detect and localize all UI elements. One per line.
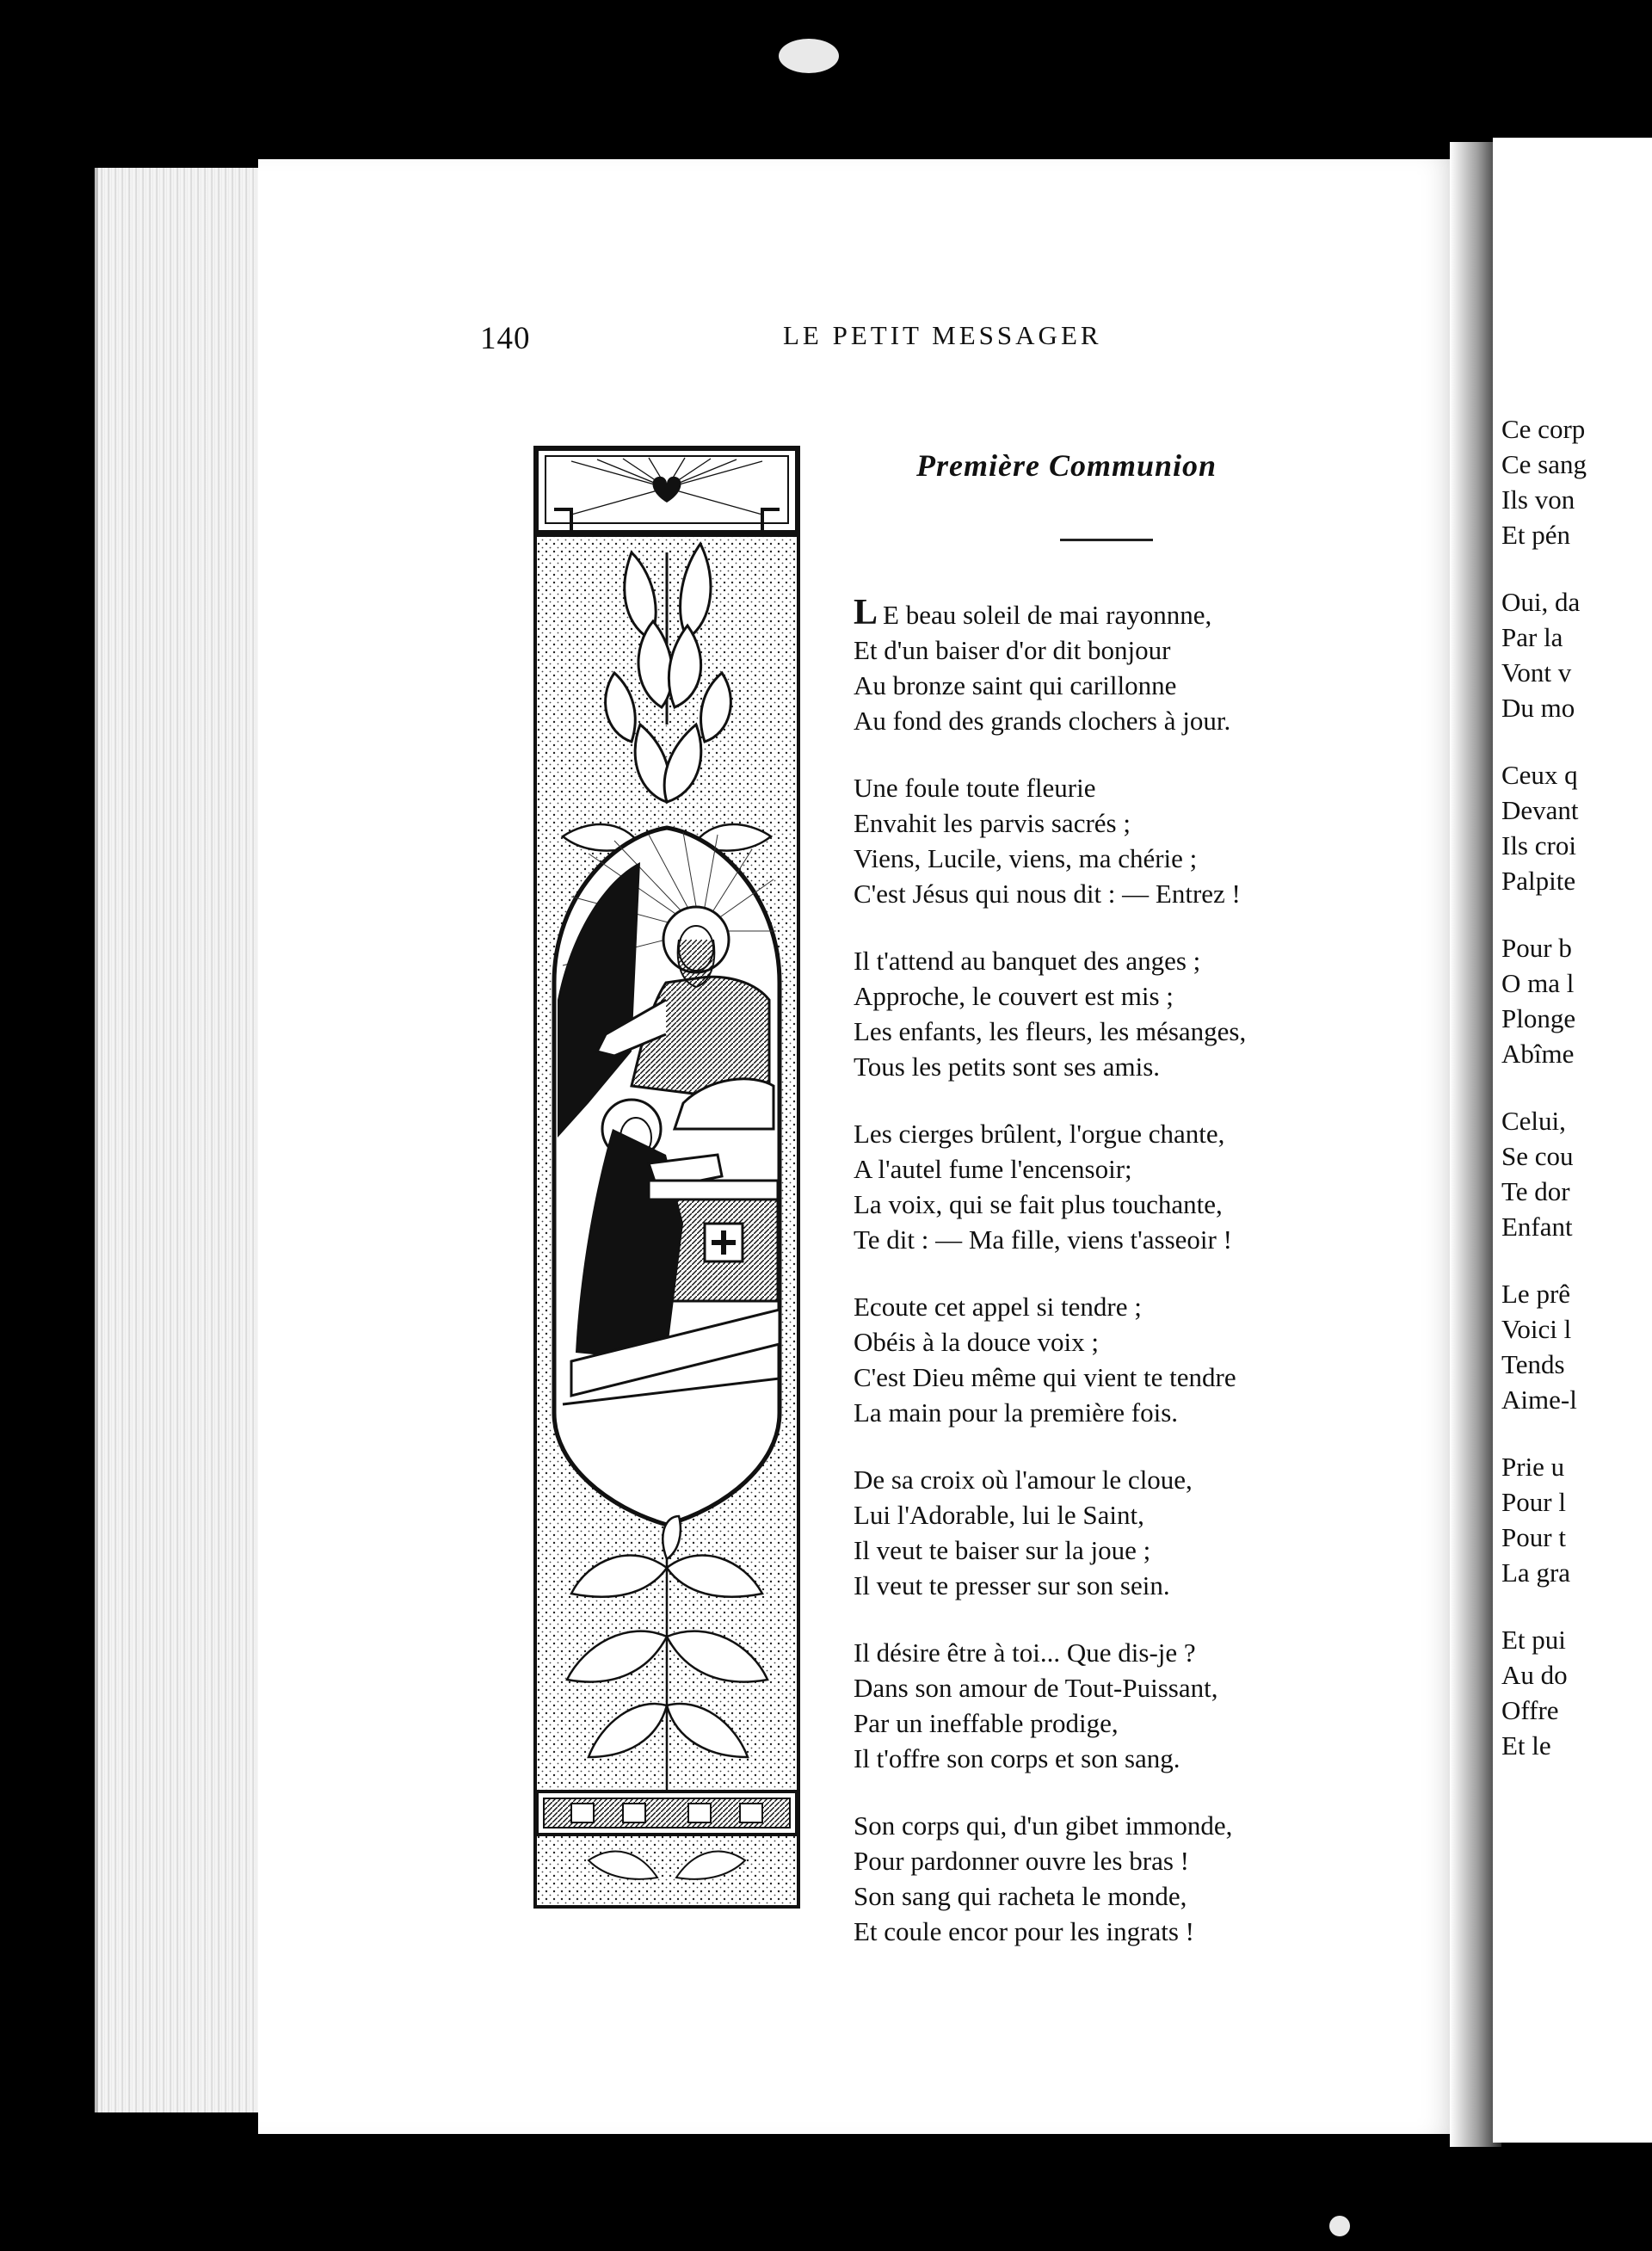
- facing-line: Aime-l: [1501, 1385, 1577, 1415]
- poem-line: [854, 1360, 1404, 1395]
- facing-line: Prie u: [1501, 1452, 1565, 1482]
- facing-stanza: [1501, 1103, 1652, 1244]
- facing-stanza: [1501, 1276, 1652, 1417]
- poem-stanza: [854, 1808, 1404, 1949]
- poem-stanza: [854, 770, 1404, 911]
- poem-line-text: Les enfants, les fleurs, les mésanges,: [854, 1016, 1247, 1046]
- poem-line-text: Te dit : — Ma fille, viens t'asseoir !: [854, 1224, 1232, 1255]
- poem-line: [854, 1187, 1404, 1222]
- poem-line: [854, 978, 1404, 1014]
- poem-line: [854, 703, 1404, 738]
- religious-engraving-illustration: [533, 446, 800, 1909]
- running-title: LE PETIT MESSAGER: [783, 320, 1102, 350]
- poem-line-text: Il veut te presser sur son sein.: [854, 1570, 1170, 1600]
- poem-line: [854, 1808, 1404, 1843]
- facing-line: Voici l: [1501, 1314, 1572, 1344]
- facing-line: Et pén: [1501, 520, 1571, 550]
- poem-line-text: Il t'attend au banquet des anges ;: [854, 946, 1201, 976]
- drop-cap: L: [854, 593, 878, 632]
- facing-line: La gra: [1501, 1557, 1571, 1588]
- poem-line: [854, 841, 1404, 876]
- poem-title: Première Communion: [916, 448, 1217, 483]
- facing-stanza: [1501, 411, 1652, 552]
- facing-line: Ceux q: [1501, 760, 1578, 790]
- poem-line-text: De sa croix où l'amour le cloue,: [854, 1465, 1193, 1495]
- poem-line: [854, 1324, 1404, 1360]
- poem-line: [854, 632, 1404, 668]
- engraving-image: [537, 449, 797, 1905]
- facing-line: Abîme: [1501, 1039, 1575, 1069]
- facing-page-text: [1501, 411, 1652, 1795]
- poem-line: [854, 1533, 1404, 1568]
- poem-stanza: [854, 943, 1404, 1084]
- facing-line: Ils von: [1501, 484, 1575, 515]
- facing-line: Te dor: [1501, 1176, 1570, 1206]
- poem-line: [854, 1635, 1404, 1670]
- poem-line-text: Pour pardonner ouvre les bras !: [854, 1846, 1189, 1876]
- facing-stanza: [1501, 757, 1652, 898]
- facing-stanza: [1501, 1622, 1652, 1763]
- facing-line: Enfant: [1501, 1212, 1573, 1242]
- facing-line: Pour b: [1501, 933, 1572, 963]
- poem-line-text: A l'autel fume l'encensoir;: [854, 1154, 1132, 1184]
- poem-line-text: Par un ineffable prodige,: [854, 1708, 1119, 1738]
- poem-line-text: Il veut te baiser sur la joue ;: [854, 1535, 1151, 1565]
- poem-line-text: Au fond des grands clochers à jour.: [854, 706, 1231, 736]
- facing-line: Tends: [1501, 1349, 1565, 1379]
- poem-line-text: E beau soleil de mai rayonnne,: [883, 600, 1212, 630]
- facing-line: Ce sang: [1501, 449, 1587, 479]
- facing-line: Vont v: [1501, 657, 1572, 688]
- poem-line-text: C'est Dieu même qui vient te tendre: [854, 1362, 1236, 1392]
- poem-line-text: Viens, Lucile, viens, ma chérie ;: [854, 843, 1198, 873]
- poem-line-text: C'est Jésus qui nous dit : — Entrez !: [854, 879, 1241, 909]
- poem-line: [854, 770, 1404, 805]
- poem-line-text: Les cierges brûlent, l'orgue chante,: [854, 1119, 1225, 1149]
- facing-line: Oui, da: [1501, 587, 1581, 617]
- facing-stanza: [1501, 930, 1652, 1071]
- poem-body: [854, 595, 1404, 1981]
- poem-line-text: Envahit les parvis sacrés ;: [854, 808, 1131, 838]
- facing-line: Celui,: [1501, 1106, 1566, 1136]
- poem-line-text: Son sang qui racheta le monde,: [854, 1881, 1187, 1911]
- poem-line: [854, 805, 1404, 841]
- facing-line: O ma l: [1501, 968, 1575, 998]
- poem-line-text: Au bronze saint qui carillonne: [854, 670, 1177, 700]
- poem-line-text: Obéis à la douce voix ;: [854, 1327, 1099, 1357]
- facing-line: Ils croi: [1501, 830, 1576, 860]
- poem-line-text: Il t'offre son corps et son sang.: [854, 1743, 1180, 1773]
- poem-line: [854, 1914, 1404, 1949]
- poem-line-text: La main pour la première fois.: [854, 1397, 1179, 1428]
- poem-line-text: Approche, le couvert est mis ;: [854, 981, 1174, 1011]
- poem-line: [854, 876, 1404, 911]
- poem-stanza: [854, 1635, 1404, 1776]
- poem-line: [854, 595, 1404, 632]
- poem-line: [854, 1222, 1404, 1257]
- poem-stanza: [854, 1462, 1404, 1603]
- poem-line: [854, 1843, 1404, 1878]
- facing-stanza: [1501, 1449, 1652, 1590]
- facing-line: Et pui: [1501, 1625, 1566, 1655]
- facing-line: Se cou: [1501, 1141, 1574, 1171]
- poem-stanza: [854, 1289, 1404, 1430]
- poem-line-text: Lui l'Adorable, lui le Saint,: [854, 1500, 1144, 1530]
- facing-line: Pour l: [1501, 1487, 1566, 1517]
- poem-line-text: Son corps qui, d'un gibet immonde,: [854, 1810, 1233, 1841]
- title-divider: [1060, 539, 1153, 541]
- film-speck: [779, 39, 839, 73]
- facing-stanza: [1501, 584, 1652, 725]
- facing-line: Le prê: [1501, 1279, 1571, 1309]
- poem-line: [854, 1462, 1404, 1497]
- poem-line: [854, 1049, 1404, 1084]
- facing-line: Et le: [1501, 1730, 1551, 1761]
- page-number: 140: [480, 321, 531, 356]
- facing-line: Par la: [1501, 622, 1563, 652]
- poem-line: [854, 1151, 1404, 1187]
- poem-line: [854, 943, 1404, 978]
- poem-line: [854, 1741, 1404, 1776]
- poem-line-text: Une foule toute fleurie: [854, 773, 1096, 803]
- poem-line-text: Ecoute cet appel si tendre ;: [854, 1292, 1142, 1322]
- poem-line-text: Et d'un baiser d'or dit bonjour: [854, 635, 1171, 665]
- poem-line-text: Et coule encor pour les ingrats !: [854, 1916, 1194, 1946]
- facing-line: Palpite: [1501, 866, 1576, 896]
- right-page: [1493, 138, 1652, 2143]
- poem-line-text: Tous les petits sont ses amis.: [854, 1051, 1161, 1082]
- poem-line: [854, 1014, 1404, 1049]
- facing-line: Pour t: [1501, 1522, 1566, 1552]
- poem-line: [854, 1497, 1404, 1533]
- poem-line: [854, 1289, 1404, 1324]
- poem-line: [854, 1670, 1404, 1705]
- facing-line: Plonge: [1501, 1003, 1576, 1033]
- facing-line: Ce corp: [1501, 414, 1586, 444]
- poem-stanza: [854, 595, 1404, 738]
- poem-line-text: Il désire être à toi... Que dis-je ?: [854, 1637, 1196, 1668]
- facing-line: Devant: [1501, 795, 1579, 825]
- film-speck: [1329, 2216, 1350, 2236]
- poem-line: [854, 1395, 1404, 1430]
- poem-line: [854, 668, 1404, 703]
- poem-stanza: [854, 1116, 1404, 1257]
- poem-line: [854, 1705, 1404, 1741]
- facing-line: Au do: [1501, 1660, 1568, 1690]
- poem-line: [854, 1878, 1404, 1914]
- poem-line: [854, 1116, 1404, 1151]
- poem-line: [854, 1568, 1404, 1603]
- poem-line-text: La voix, qui se fait plus touchante,: [854, 1189, 1223, 1219]
- facing-line: Offre: [1501, 1695, 1559, 1725]
- poem-line-text: Dans son amour de Tout-Puissant,: [854, 1673, 1218, 1703]
- facing-line: Du mo: [1501, 693, 1575, 723]
- book-page-edges: [95, 168, 270, 2112]
